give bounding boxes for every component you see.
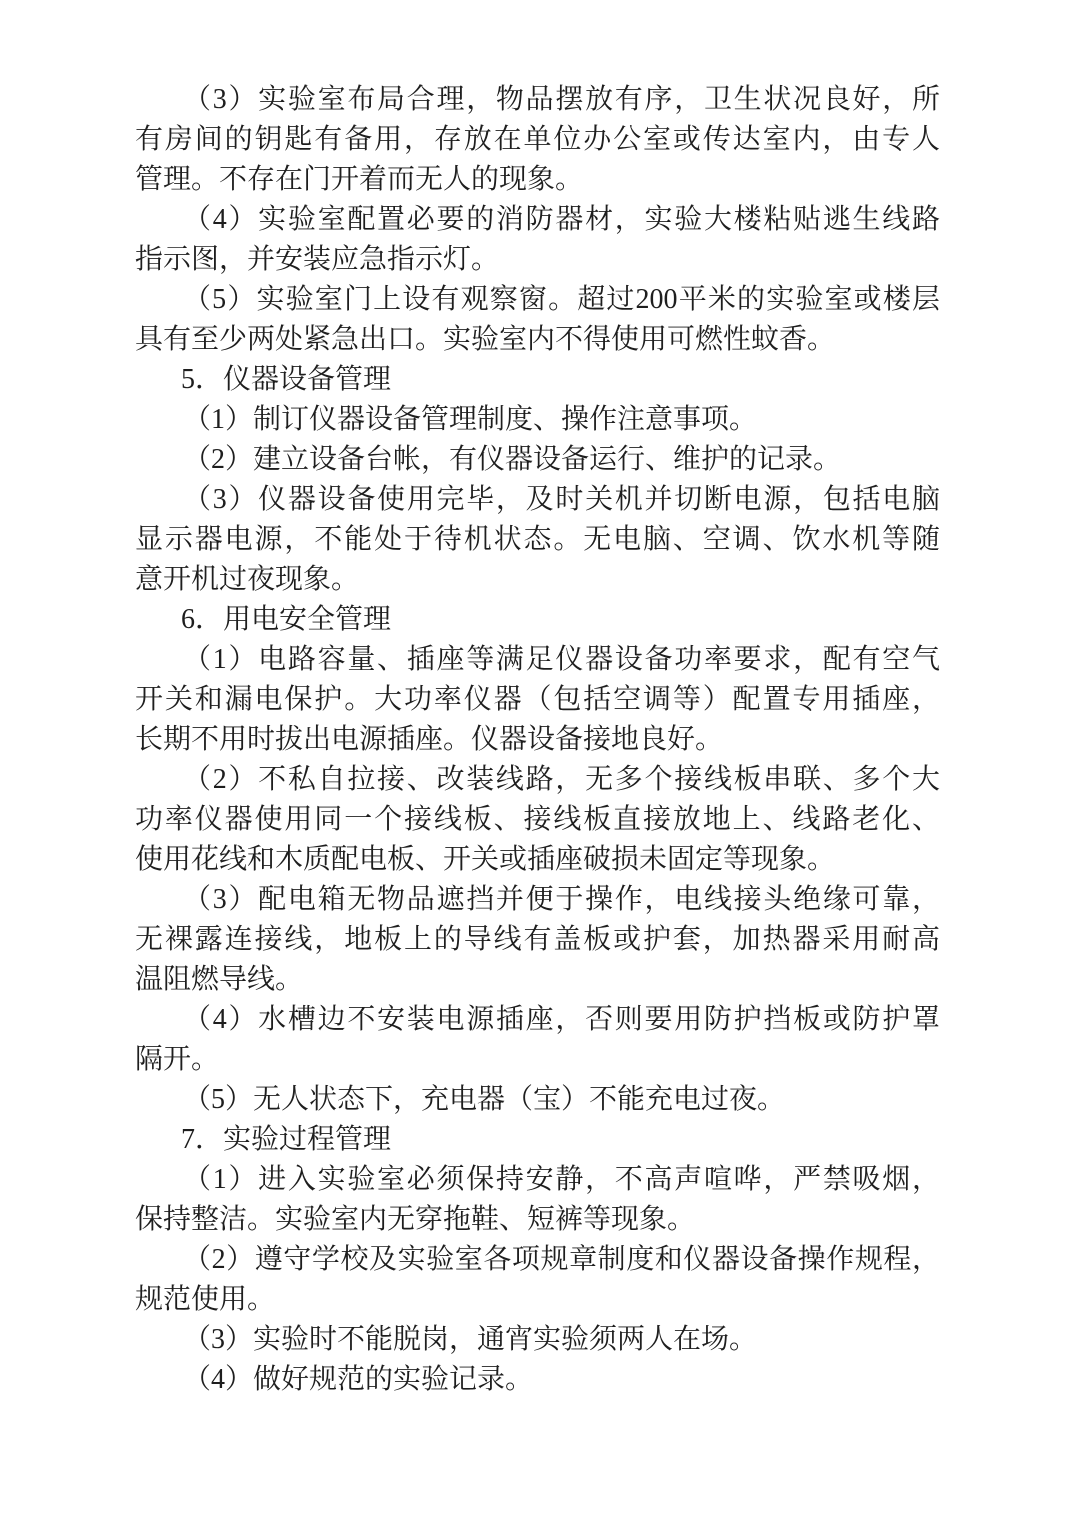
text-line: （3）实验时不能脱岗，通宵实验须两人在场。 (183, 1324, 758, 1355)
section-heading (135, 600, 940, 640)
text-line: （3）配电箱无物品遮挡并便于操作，电线接头绝缘可靠， (183, 884, 940, 915)
text-line: 隔开。 (135, 1044, 220, 1075)
text-line: 使用花线和木质配电板、开关或插座破损未固定等现象。 (135, 844, 836, 875)
text-line: 长期不用时拔出电源插座。仪器设备接地良好。 (135, 724, 724, 755)
text-line: 功率仪器使用同一个接线板、接线板直接放地上、线路老化、 (135, 804, 940, 835)
text-line: 显示器电源，不能处于待机状态。无电脑、空调、饮水机等随 (135, 524, 940, 555)
text-line: 意开机过夜现象。 (135, 564, 360, 595)
paragraph (135, 760, 940, 880)
paragraph (135, 480, 940, 600)
text-line: （3）实验室布局合理，物品摆放有序，卫生状况良好，所 (183, 84, 940, 115)
text-line: （3）仪器设备使用完毕，及时关机并切断电源，包括电脑 (183, 484, 940, 515)
text-line: 5．仪器设备管理 (181, 364, 392, 395)
text-line: 7．实验过程管理 (181, 1124, 392, 1155)
text-line: （1）制订仪器设备管理制度、操作注意事项。 (183, 404, 758, 435)
text-line: （1）电路容量、插座等满足仪器设备功率要求，配有空气 (183, 644, 940, 675)
paragraph (135, 280, 940, 360)
text-line: 具有至少两处紧急出口。实验室内不得使用可燃性蚊香。 (135, 324, 836, 355)
text-line: （4）做好规范的实验记录。 (183, 1364, 534, 1395)
paragraph (135, 80, 940, 200)
document-body (135, 80, 940, 1400)
section-heading (135, 360, 940, 400)
text-line: （4）实验室配置必要的消防器材，实验大楼粘贴逃生线路 (183, 204, 940, 235)
paragraph (135, 1360, 940, 1400)
paragraph (135, 640, 940, 760)
text-line: （2）遵守学校及实验室各项规章制度和仪器设备操作规程， (183, 1244, 940, 1275)
paragraph (135, 880, 940, 1000)
text-line: 管理。不存在门开着而无人的现象。 (135, 164, 584, 195)
text-line: 规范使用。 (135, 1284, 276, 1315)
text-line: （4）水槽边不安装电源插座，否则要用防护挡板或防护罩 (183, 1004, 940, 1035)
paragraph (135, 1080, 940, 1120)
text-line: 无裸露连接线，地板上的导线有盖板或护套，加热器采用耐高 (135, 924, 940, 955)
paragraph (135, 1160, 940, 1240)
text-line: 有房间的钥匙有备用，存放在单位办公室或传达室内，由专人 (135, 124, 940, 155)
text-line: （2）建立设备台帐，有仪器设备运行、维护的记录。 (183, 444, 842, 475)
paragraph (135, 400, 940, 440)
paragraph (135, 1240, 940, 1320)
text-line: （2）不私自拉接、改装线路，无多个接线板串联、多个大 (183, 764, 940, 795)
text-line: 温阻燃导线。 (135, 964, 304, 995)
paragraph (135, 440, 940, 480)
paragraph (135, 200, 940, 280)
text-line: （5）实验室门上设有观察窗。超过200平米的实验室或楼层 (183, 284, 940, 315)
text-line: （1）进入实验室必须保持安静，不高声喧哗，严禁吸烟， (183, 1164, 940, 1195)
paragraph (135, 1000, 940, 1080)
text-line: （5）无人状态下，充电器（宝）不能充电过夜。 (183, 1084, 786, 1115)
section-heading (135, 1120, 940, 1160)
paragraph (135, 1320, 940, 1360)
text-line: 保持整洁。实验室内无穿拖鞋、短裤等现象。 (135, 1204, 696, 1235)
text-line: 指示图，并安装应急指示灯。 (135, 244, 500, 275)
text-line: 6．用电安全管理 (181, 604, 392, 635)
text-line: 开关和漏电保护。大功率仪器（包括空调等）配置专用插座， (135, 684, 940, 715)
